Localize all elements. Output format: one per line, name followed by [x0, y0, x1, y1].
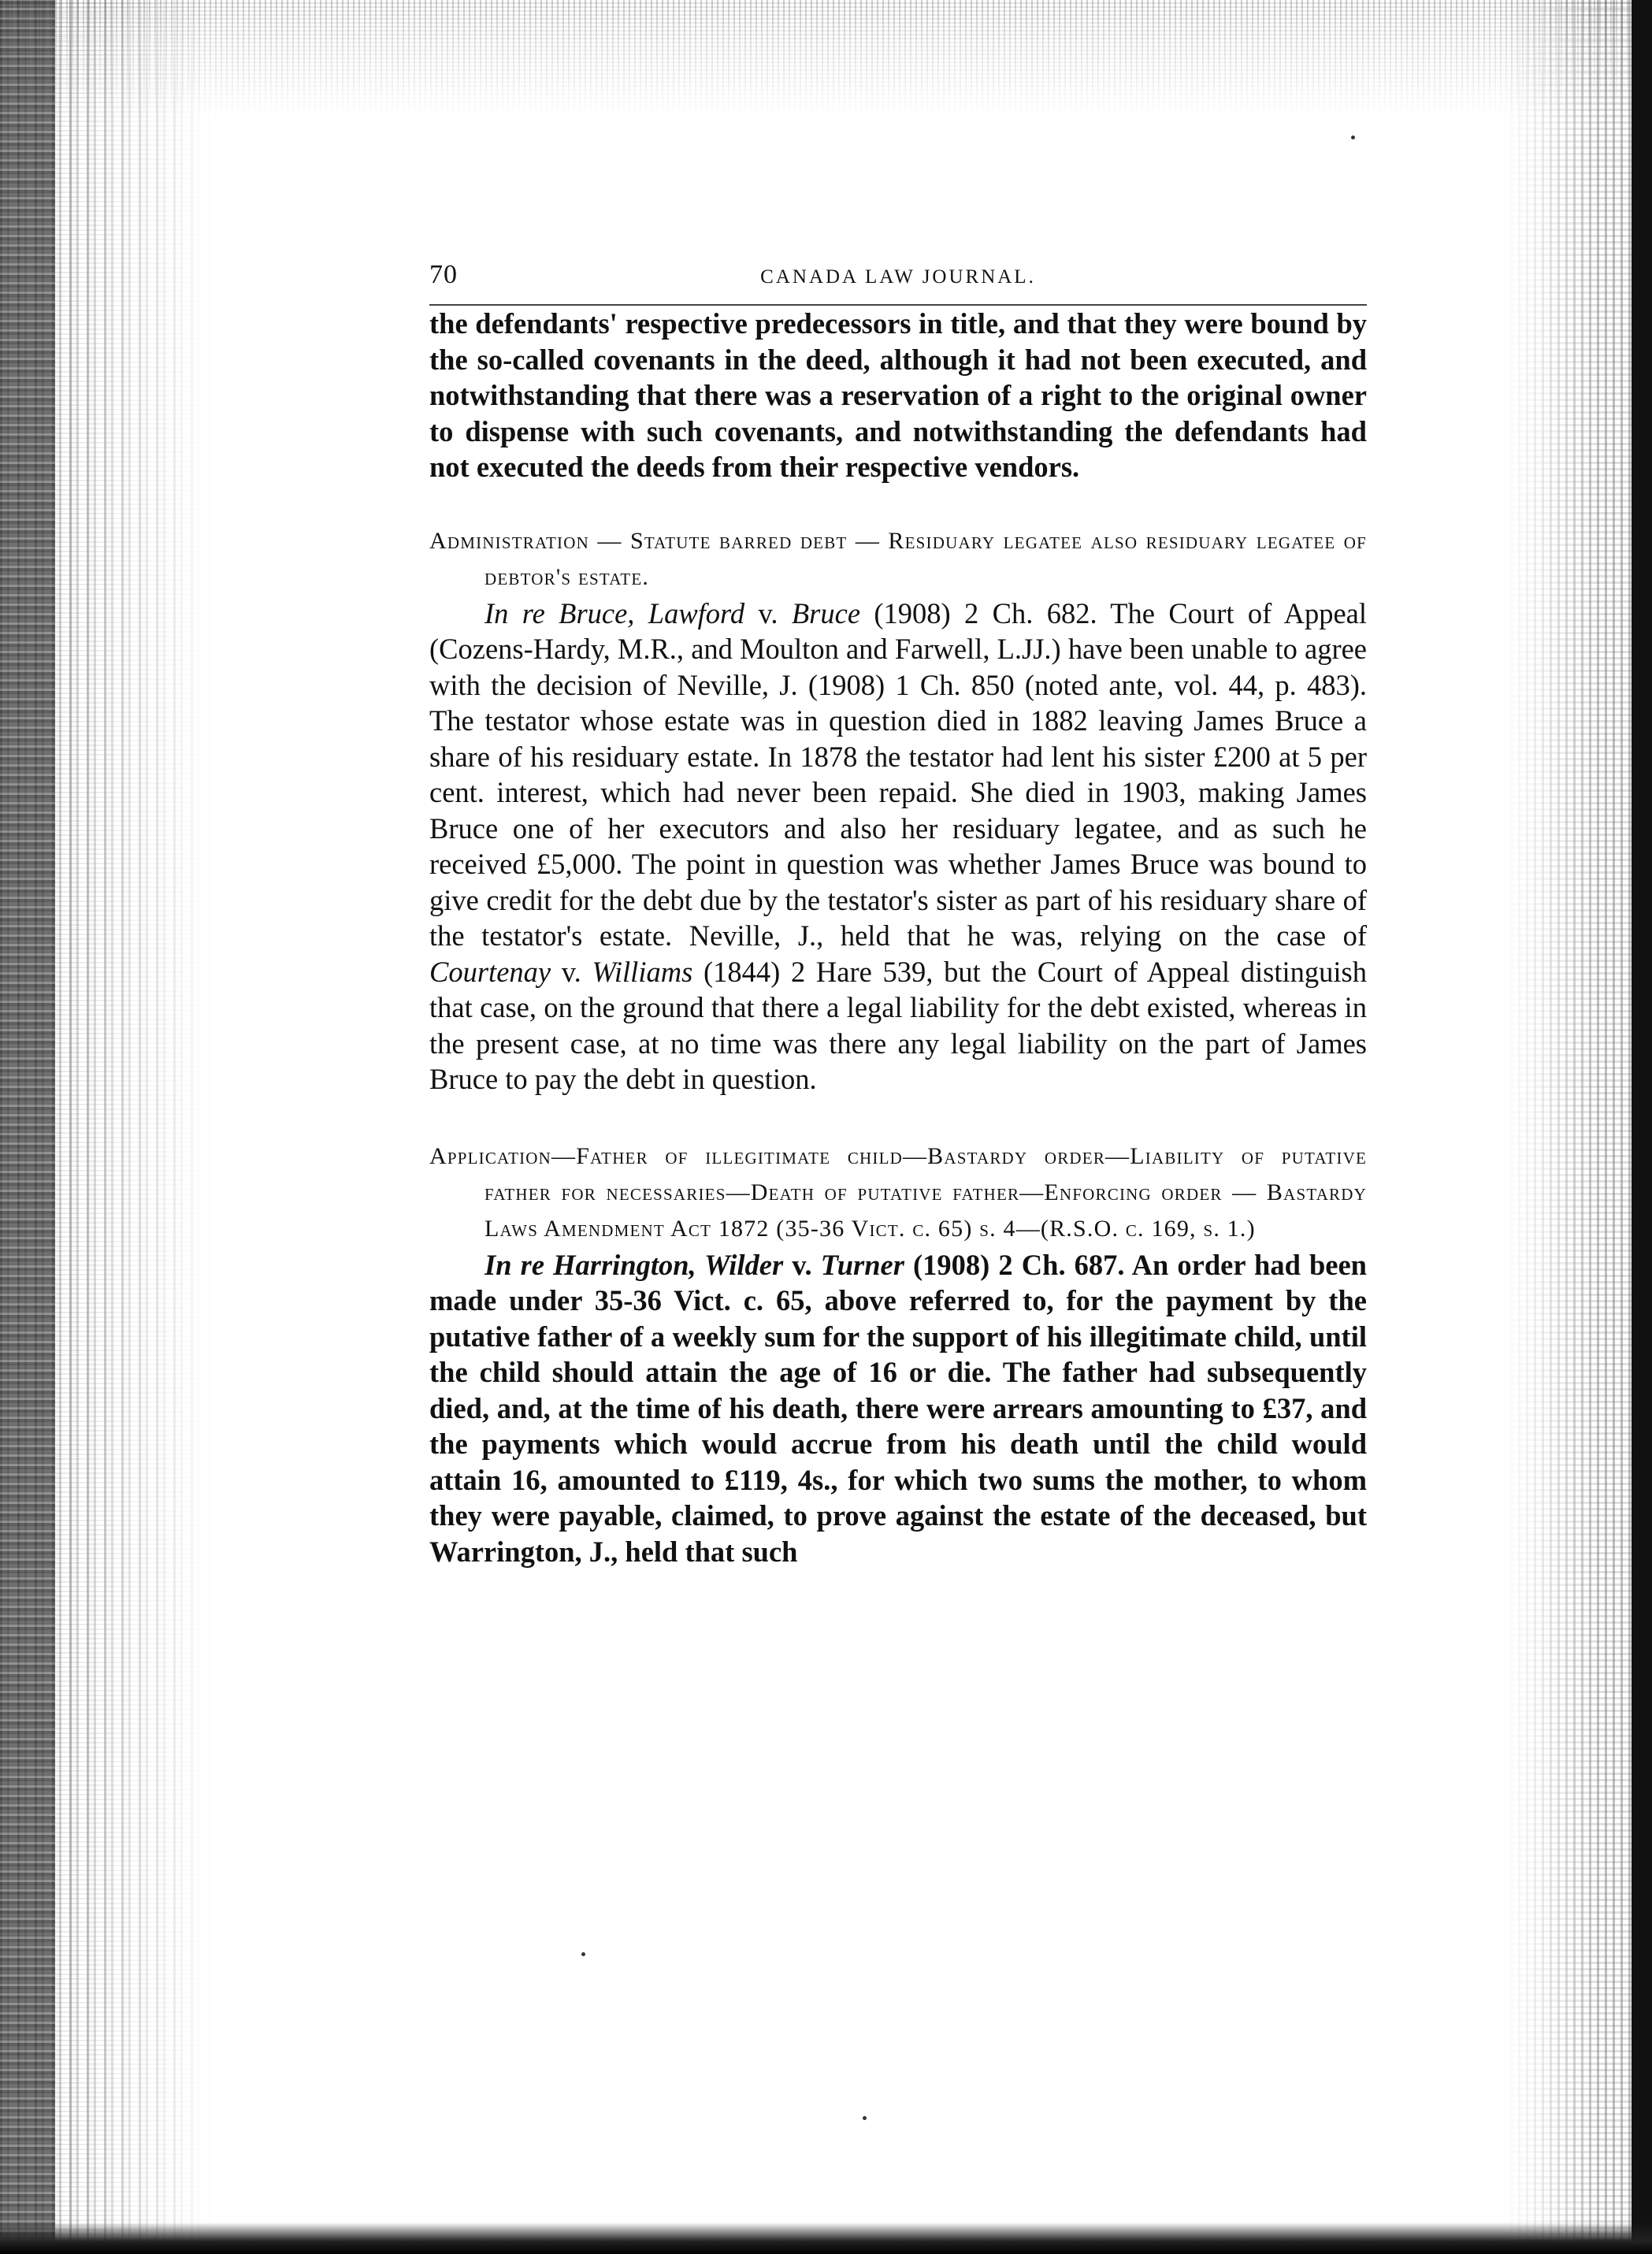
continued-paragraph: the defendants' respective predecessors in title, and that they were bound by the so-called covenants in the deed, although it had not been executed, and notwithstanding that there was a reservation of a right to the original owner to dispense with such covenants, and notwithstanding the defendants had not executed the deeds from their respective vendors. [429, 307, 1367, 483]
heading-text: Administration — Statute barred debt — Residuary legatee also residuary legatee of debtor's estate. [429, 527, 1367, 590]
case-body: (1908) 2 Ch. 682. The Court of Appeal (Cozens-Hardy, M.R., and Moulton and Farwell, L.JJ.) have been unable to agree with the decision of Neville, J. (1908) 1 Ch. 850 (noted ante, vol. 44, p. 483). The testator whose estate was in question died in 1882 leaving James Bruce a share of his residuary estate. In 1878 the testator had lent his sister £200 at 5 per cent. interest, which had never been repaid. She died in 1903, making James Bruce one of her executors and also her residuary legatee, and as such he received £5,000. The point in question was whether James Bruce was bound to give credit for the debt due by the testator's sister as part of his residuary share of the testator's estate. Neville, J., held that he was, relying on the case of [429, 596, 1367, 952]
case-party: Turner [820, 1248, 904, 1281]
running-head [429, 260, 1367, 306]
scan-page-edge [1632, 0, 1652, 2254]
journal-title: CANADA LAW JOURNAL. [760, 266, 1036, 288]
scan-binding-edge [0, 0, 55, 2254]
versus: v. [551, 955, 592, 988]
case-name: In re Bruce, Lawford [484, 596, 745, 629]
journal-page [429, 260, 1367, 1569]
heading-text: Application—Father of illegitimate child—Bastardy order—Liability of putative father for necessaries—Death of putative father—Enforcing order — Bastardy Laws Amendment Act 1872 (35-36 Vict. c. 65) s. 4—(R.S.O. c. 169, s. 1.) [429, 1142, 1367, 1242]
case-paragraph-harrington [429, 1247, 1367, 1570]
cited-case-name: Courtenay [429, 955, 551, 988]
section-heading-application [429, 1138, 1367, 1247]
versus: v. [744, 596, 792, 629]
section-heading-administration [429, 523, 1367, 596]
scan-border-top [0, 0, 1652, 118]
speck-mark [1351, 136, 1355, 139]
scan-border-right [1502, 0, 1652, 2254]
scan-border-bottom [0, 2222, 1652, 2254]
page-number: 70 [429, 260, 458, 289]
speck-mark [863, 2116, 867, 2120]
case-party: Bruce [791, 596, 861, 629]
case-name: In re Harrington, Wilder [484, 1248, 784, 1281]
speck-mark [581, 1952, 585, 1956]
case-body: (1908) 2 Ch. 687. An order had been made under 35-36 Vict. c. 65, above referred to, for the payment by the putative father of a weekly sum for the support of his illegitimate child, until the child should attain the age of 16 or die. The father had subsequently died, and, at the time of his death, there were arrears amounting to £37, and the payments which would accrue from his death until the child would attain 16, amounted to £119, 4s., for which two sums the mother, to whom they were payable, claimed, to prove against the estate of the deceased, but Warrington, J., held that such [429, 1248, 1367, 1568]
cited-case-party: Williams [592, 955, 693, 988]
case-body-end: (1844) 2 Hare 539, but the Court of Appeal distinguish that case, on the ground that there a legal liability for the debt existed, whereas in the present case, at no time was there any legal liability on the part of James Bruce to pay the debt in question. [429, 955, 1367, 1095]
versus: v. [783, 1248, 821, 1281]
case-paragraph-bruce [429, 596, 1367, 1097]
